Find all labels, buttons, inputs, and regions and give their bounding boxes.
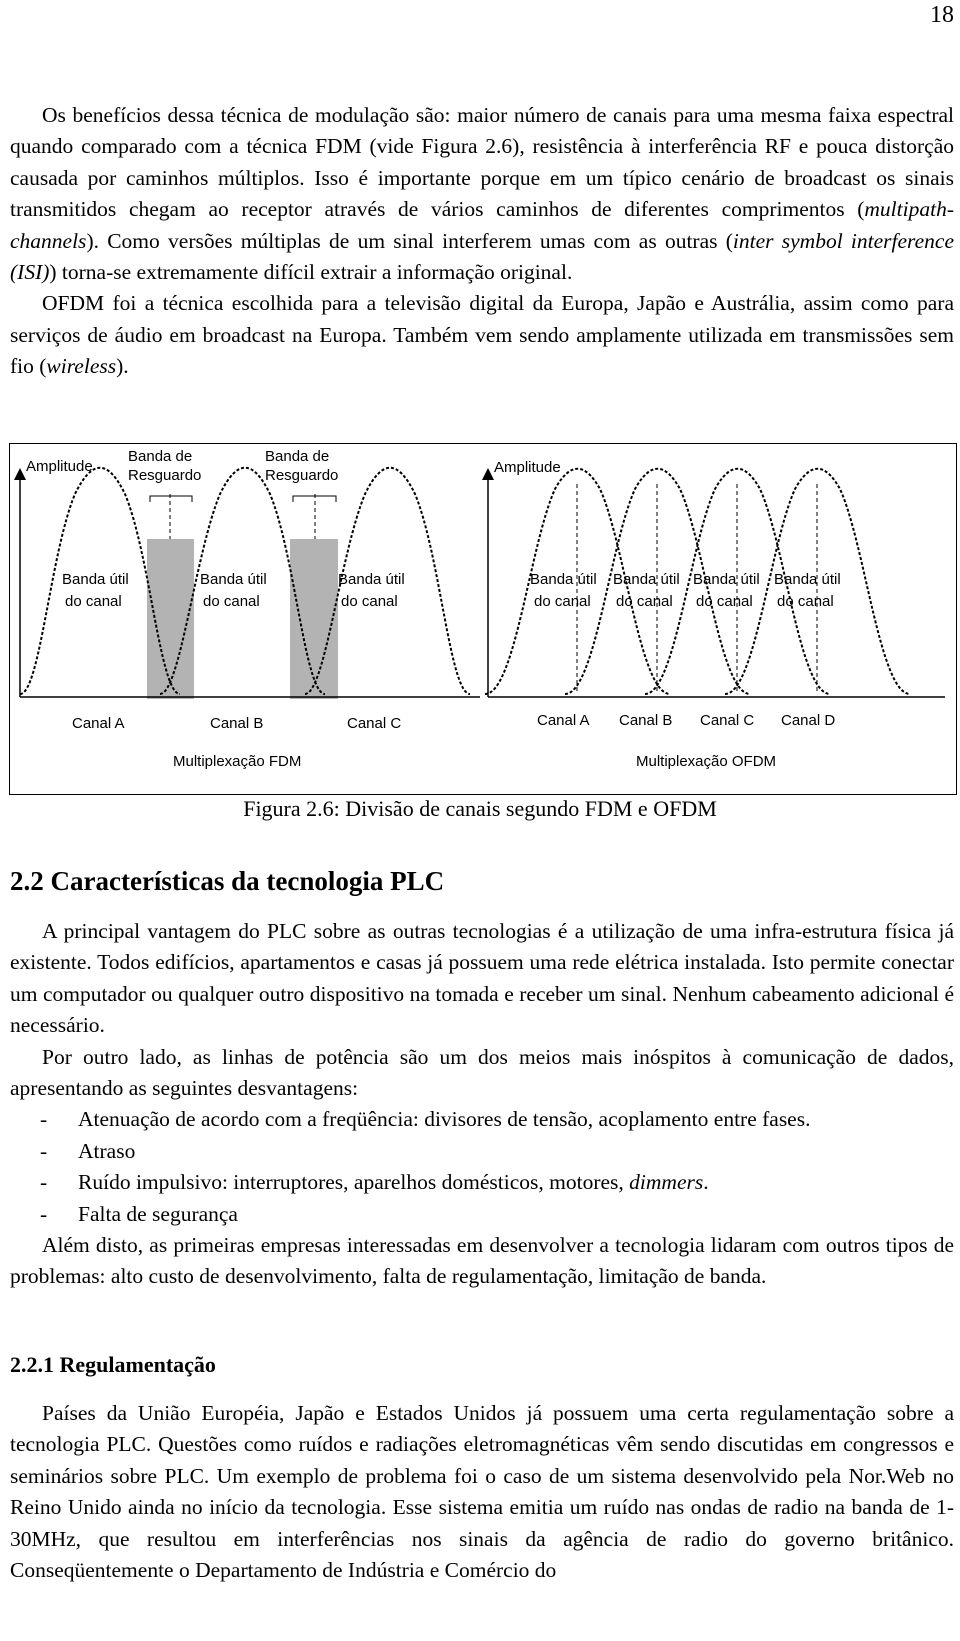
list-dash: - — [40, 1138, 48, 1163]
intro-text — [10, 100, 954, 383]
ofdm-band-c-1: Banda útil — [693, 571, 760, 588]
ofdm-canal-d: Canal D — [781, 712, 836, 729]
ofdm-band-b-2: do canal — [616, 593, 673, 610]
section-title: 2.2 Características da tecnologia PLC — [10, 866, 445, 896]
page-number: 18 — [930, 2, 954, 28]
disadvantages-list — [10, 1104, 954, 1230]
subsection-title: 2.2.1 Regulamentação — [10, 1352, 216, 1377]
fdm-guard-label-2a: Banda de — [265, 448, 330, 465]
term-wireless: wireless — [46, 354, 117, 379]
fdm-canal-c: Canal C — [347, 715, 402, 732]
term-multipath: multipath-channels — [10, 197, 954, 253]
list-item-text: Atenuação de acordo com a freqüência: divisores de tensão, acoplamento entre fases. — [78, 1107, 811, 1132]
list-item-text: Falta de segurança — [78, 1201, 238, 1226]
ofdm-band-a-2: do canal — [534, 593, 591, 610]
intro-paragraph-2 — [10, 288, 954, 382]
subsection-text — [10, 1398, 954, 1586]
figure-caption: Figura 2.6: Divisão de canais segundo FDM e OFDM — [243, 796, 717, 821]
fdm-amplitude-label: Amplitude — [26, 458, 93, 475]
list-item — [10, 1167, 954, 1198]
figure-fdm-ofdm — [9, 443, 957, 795]
fdm-canal-a: Canal A — [72, 715, 125, 732]
fdm-title: Multiplexação FDM — [173, 753, 302, 770]
ofdm-amplitude-label: Amplitude — [494, 459, 561, 476]
section-text — [10, 916, 954, 1293]
guard-band-2 — [290, 539, 338, 699]
ofdm-diagram — [485, 459, 945, 770]
ofdm-canal-a: Canal A — [537, 712, 590, 729]
list-item-text: . — [703, 1170, 709, 1195]
list-item-text: Atraso — [78, 1138, 136, 1163]
text-run: ) torna-se extremamente difícil extrair a informação original. — [49, 260, 573, 285]
ofdm-band-b-1: Banda útil — [613, 571, 680, 588]
fdm-band-c-1: Banda útil — [338, 571, 405, 588]
subsection-paragraph-1: Países da União Européia, Japão e Estados Unidos já possuem uma certa regulamentação sobre a tecnologia PLC. Questões como ruídos e radiações eletromagnéticas vêm sendo discutidas em congressos e seminários sobre PLC. Um exemplo de problema foi o caso de um sistema desenvolvido pela Nor.Web no Reino Unido ainda no início da tecnologia. Esse sistema emitia um ruído nas ondas de radio na banda de 1-30MHz, que resultou em interferências nos sinais da agência de radio do governo britânico. Conseqüentemente o Departamento de Indústria e Comércio do — [10, 1401, 954, 1583]
fdm-band-a-1: Banda útil — [62, 571, 129, 588]
text-run: OFDM foi a técnica escolhida para a televisão digital da Europa, Japão e Austrália, assim como para serviços de áudio em broadcast na Europa. Também vem sendo amplamente utilizada em transmissões sem fio ( — [10, 291, 954, 379]
fdm-guard-label-1b: Resguardo — [128, 467, 202, 484]
list-dash: - — [40, 1170, 48, 1195]
fdm-band-b-1: Banda útil — [200, 571, 267, 588]
list-dash: - — [40, 1201, 48, 1226]
ofdm-band-c-2: do canal — [696, 593, 753, 610]
fdm-canal-b: Canal B — [210, 715, 264, 732]
ofdm-canal-c: Canal C — [700, 712, 755, 729]
ofdm-band-d-2: do canal — [777, 593, 834, 610]
ofdm-band-d-1: Banda útil — [774, 571, 841, 588]
fdm-guard-bracket-1 — [150, 496, 192, 502]
term-isi: inter symbol interference (ISI) — [10, 228, 955, 285]
fdm-guard-label-1a: Banda de — [128, 448, 193, 465]
ofdm-canal-b: Canal B — [619, 712, 673, 729]
fdm-band-a-2: do canal — [65, 593, 122, 610]
fdm-guard-label-2b: Resguardo — [265, 467, 339, 484]
list-item — [10, 1199, 954, 1230]
text-run: ). — [116, 354, 129, 379]
ofdm-band-a-1: Banda útil — [530, 571, 597, 588]
term-dimmers: dimmers — [629, 1170, 704, 1195]
text-run: Os benefícios dessa técnica de modulação são: maior número de canais para uma mesma faixa espectral quando comparado com a técnica FDM (vide Figura 2.6), resistência à interferência RF e pouca distorção causada por caminhos múltiplos. Isso é importante porque em um típico cenário de broadcast os sinais transmitidos chegam ao receptor através de vários caminhos de diferentes comprimentos ( — [10, 103, 954, 222]
fdm-band-b-2: do canal — [203, 593, 260, 610]
list-item — [10, 1136, 954, 1167]
text-run: ). Como versões múltiplas de um sinal interferem umas com as outras ( — [86, 228, 733, 253]
intro-paragraph-1 — [10, 100, 954, 288]
fdm-diagram — [20, 448, 480, 770]
list-dash: - — [40, 1107, 48, 1132]
list-item-text: Ruído impulsivo: interruptores, aparelhos domésticos, motores, — [78, 1170, 630, 1195]
ofdm-title: Multiplexação OFDM — [636, 753, 777, 770]
list-item — [10, 1104, 954, 1135]
section-paragraph-2: Por outro lado, as linhas de potência são um dos meios mais inóspitos à comunicação de dados, apresentando as seguintes desvantagens: — [10, 1044, 954, 1101]
section-paragraph-3: Além disto, as primeiras empresas interessadas em desenvolver a tecnologia lidaram com outros tipos de problemas: alto custo de desenvolvimento, falta de regulamentação, limitação de banda. — [10, 1233, 954, 1289]
figure-svg — [10, 444, 956, 794]
section-paragraph-1: A principal vantagem do PLC sobre as outras tecnologias é a utilização de uma infra-estrutura física já existente. Todos edifícios, apartamentos e casas já possuem uma rede elétrica instalada. Isto permite conectar um computador ou qualquer outro dispositivo na tomada e receber um sinal. Nenhum cabeamento adicional é necessário. — [10, 919, 954, 1038]
fdm-band-c-2: do canal — [341, 593, 398, 610]
